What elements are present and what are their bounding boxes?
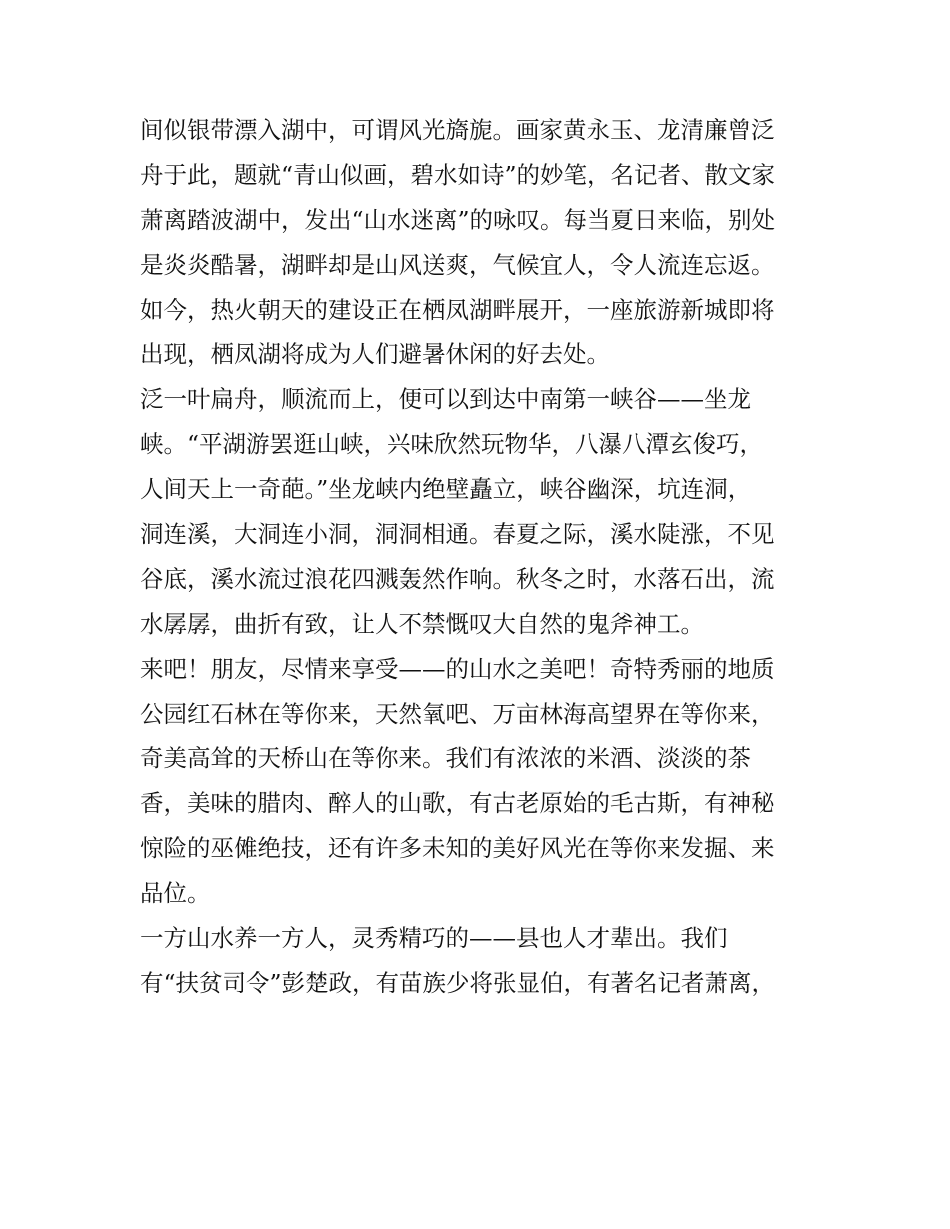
text-line: 舟于此，题就“青山似画，碧水如诗”的妙笔，名记者、散文家 bbox=[140, 160, 776, 189]
text-line: 奇美高耸的天桥山在等你来。我们有浓浓的米酒、淡淡的茶 bbox=[140, 744, 751, 773]
text-line: 香，美味的腊肉、醉人的山歌，有古老原始的毛古斯，有神秘 bbox=[140, 789, 775, 818]
text-line: 人间天上一奇葩。”坐龙峡内绝壁矗立，峡谷幽深，坑连洞， bbox=[140, 475, 752, 504]
text-line: 泛一叶扁舟，顺流而上，便可以到达中南第一峡谷——坐龙 bbox=[140, 385, 751, 414]
text-line: 一方山水养一方人，灵秀精巧的——县也人才辈出。我们 bbox=[140, 924, 728, 953]
text-line: 间似银带漂入湖中，可谓风光旖旎。画家黄永玉、龙清廉曾泛 bbox=[140, 116, 775, 144]
text-line: 峡。“平湖游罢逛山峡，兴味欣然玩物华，八瀑八潭玄俊巧， bbox=[140, 430, 764, 459]
text-line: 惊险的巫傩绝技，还有许多未知的美好风光在等你来发掘、来 bbox=[140, 834, 775, 863]
text-line: 是炎炎酷暑，湖畔却是山风送爽，气候宜人，令人流连忘返。 bbox=[140, 250, 775, 279]
text-line: 出现，栖凤湖将成为人们避暑休闲的好去处。 bbox=[140, 340, 610, 369]
text-line: 洞连溪，大洞连小洞，洞洞相通。春夏之际，溪水陡涨，不见 bbox=[140, 520, 775, 549]
text-line: 公园红石林在等你来，天然氧吧、万亩林海高望界在等你来， bbox=[140, 699, 775, 728]
text-line: 萧离踏波湖中，发出“山水迷离”的咏叹。每当夏日来临，别处 bbox=[140, 205, 776, 234]
text-line: 品位。 bbox=[140, 879, 211, 908]
text-line: 有“扶贫司令”彭楚政，有苗族少将张显伯，有著名记者萧离， bbox=[140, 968, 776, 997]
text-line: 水孱孱，曲折有致，让人不禁慨叹大自然的鬼斧神工。 bbox=[140, 609, 704, 638]
text-line: 来吧！朋友，尽情来享受——的山水之美吧！奇特秀丽的地质 bbox=[140, 654, 775, 683]
text-line: 谷底，溪水流过浪花四溅轰然作响。秋冬之时，水落石出，流 bbox=[140, 564, 775, 593]
document-body bbox=[140, 108, 830, 1006]
text-line: 如今，热火朝天的建设正在栖凤湖畔展开，一座旅游新城即将 bbox=[140, 295, 775, 324]
